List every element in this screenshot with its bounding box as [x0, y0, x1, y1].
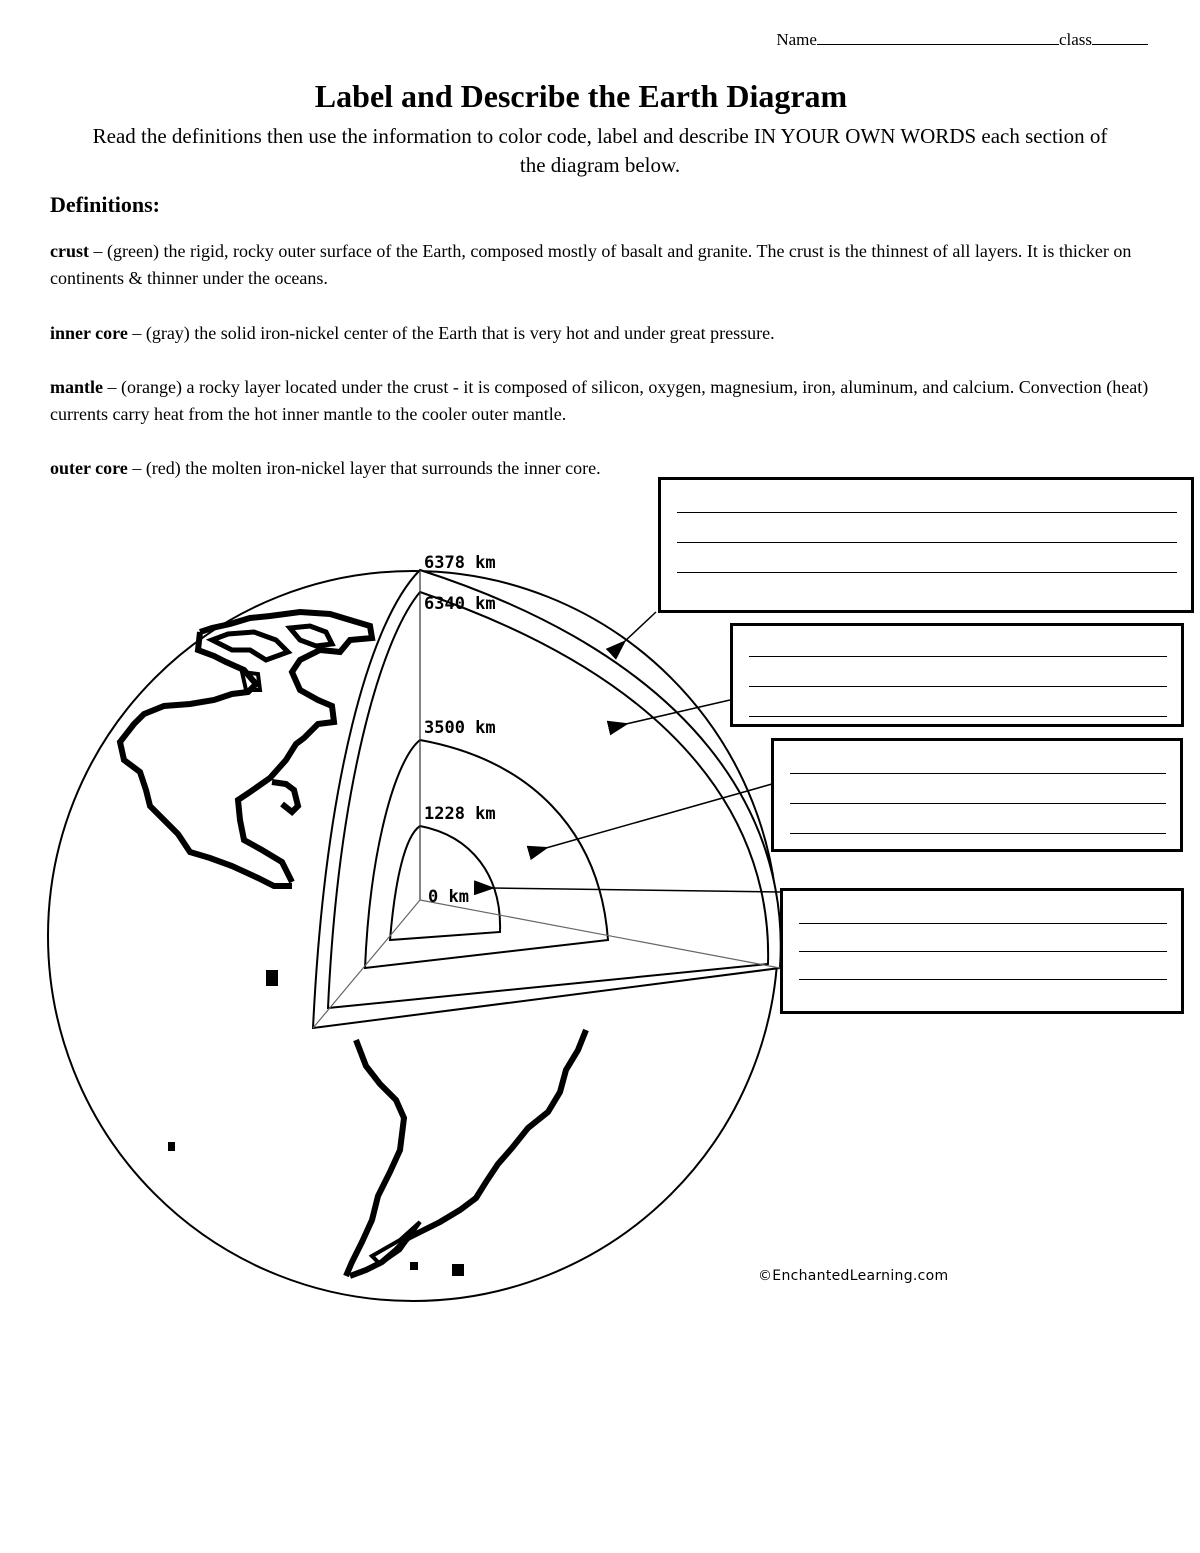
depth-label-3500: 3500 km [424, 718, 496, 738]
answer-box-2[interactable] [730, 623, 1184, 727]
name-label: Name [776, 30, 817, 49]
arrow-crust [624, 612, 656, 642]
south-america-outline [346, 1030, 586, 1276]
definition-term: outer core [50, 458, 128, 478]
answer-line[interactable] [677, 542, 1177, 543]
cutaway-wedge [313, 570, 781, 1028]
depth-label-0: 0 km [428, 887, 469, 907]
island-mark [452, 1264, 464, 1276]
answer-box-3[interactable] [771, 738, 1183, 852]
answer-box-1[interactable] [658, 477, 1194, 613]
answer-line[interactable] [677, 572, 1177, 573]
answer-box-4[interactable] [780, 888, 1184, 1014]
depth-label-6378: 6378 km [424, 553, 496, 573]
definition-text: – (gray) the solid iron-nickel center of the Earth that is very hot and under great pressure. [127, 323, 775, 343]
answer-line[interactable] [799, 979, 1167, 980]
answer-line[interactable] [749, 686, 1167, 687]
answer-line[interactable] [799, 923, 1167, 924]
definition-text: – (red) the molten iron-nickel layer that surrounds the inner core. [127, 458, 601, 478]
answer-line[interactable] [749, 656, 1167, 657]
depth-label-1228: 1228 km [424, 804, 496, 824]
definition-text: – (green) the rigid, rocky outer surface of the Earth, composed mostly of basalt and granite. The crust is the thinnest of all layers. It is thicker on continents & thinner under the oceans. [50, 241, 1132, 288]
depth-label-6340: 6340 km [424, 594, 496, 614]
instructions-text: Read the definitions then use the information to color code, label and describe IN YOUR OWN WORDS each section of the diagram below. [92, 124, 1108, 177]
definition-text: – (orange) a rocky layer located under the crust - it is composed of silicon, oxygen, magnesium, iron, aluminum, and calcium. Convection (heat) currents carry heat from the hot inner mantle to the cooler outer mantle. [50, 377, 1149, 424]
island-mark [168, 1142, 175, 1151]
answer-line[interactable] [790, 833, 1166, 834]
definition-term: mantle [50, 377, 103, 397]
answer-line[interactable] [790, 773, 1166, 774]
answer-line[interactable] [677, 512, 1177, 513]
answer-line[interactable] [790, 803, 1166, 804]
definition-term: inner core [50, 323, 128, 343]
credit-text: ©EnchantedLearning.com [758, 1268, 949, 1284]
definitions-heading: Definitions: [50, 192, 160, 217]
island-mark [410, 1262, 418, 1270]
answer-line[interactable] [749, 716, 1167, 717]
island-mark [266, 970, 278, 986]
definition-term: crust [50, 241, 89, 261]
worksheet-title: Label and Describe the Earth Diagram [314, 78, 848, 114]
class-label: class [1058, 30, 1092, 49]
answer-line[interactable] [799, 951, 1167, 952]
